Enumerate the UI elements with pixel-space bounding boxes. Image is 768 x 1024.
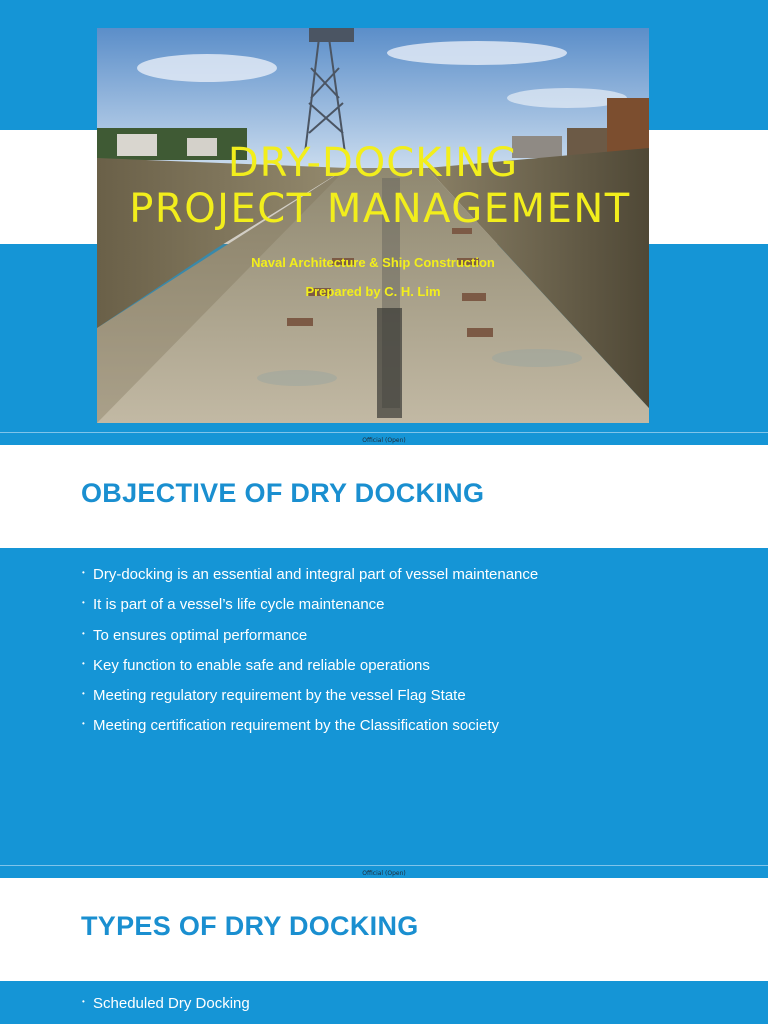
title-line-1: DRY-DOCKING (227, 140, 519, 186)
bullet-item: • Key function to enable safe and reliable operations (80, 651, 730, 681)
bullet-item: • Meeting regulatory requirement by the vessel Flag State (80, 681, 730, 711)
slide3-heading: TYPES OF DRY DOCKING (81, 911, 419, 941)
slide-divider (0, 432, 768, 433)
bullet-icon: • (82, 568, 85, 577)
bullet-icon: • (82, 719, 85, 729)
bullet-icon: • (82, 689, 85, 699)
slide3-bullet-list (80, 989, 730, 1019)
title-line-2: PROJECT MANAGEMENT (129, 186, 631, 232)
slide-divider (0, 865, 768, 866)
bullet-item: • To ensures optimal performance (80, 621, 730, 651)
subtitle: Naval Architecture & Ship Construction (251, 255, 495, 270)
title-block (97, 140, 649, 232)
bullet-item: • Dry-docking is an essential and integral part of vessel maintenance (80, 560, 730, 590)
bullet-item: • Scheduled Dry Docking (80, 989, 730, 1019)
bullet-item: • It is part of a vessel’s life cycle maintenance (80, 590, 730, 620)
bullet-icon: • (82, 997, 85, 1006)
slide1-footer: Official (Open) (362, 437, 406, 444)
slide2-bullet-list (80, 560, 730, 742)
author: Prepared by C. H. Lim (305, 284, 441, 299)
bullet-item: • Meeting certification requirement by the Classification society (80, 711, 730, 741)
slide2-heading: OBJECTIVE OF DRY DOCKING (81, 478, 485, 508)
bullet-icon: • (82, 598, 85, 608)
slide2-footer: Official (Open) (362, 870, 406, 877)
bullet-icon: • (82, 658, 85, 668)
bullet-icon: • (82, 628, 85, 638)
